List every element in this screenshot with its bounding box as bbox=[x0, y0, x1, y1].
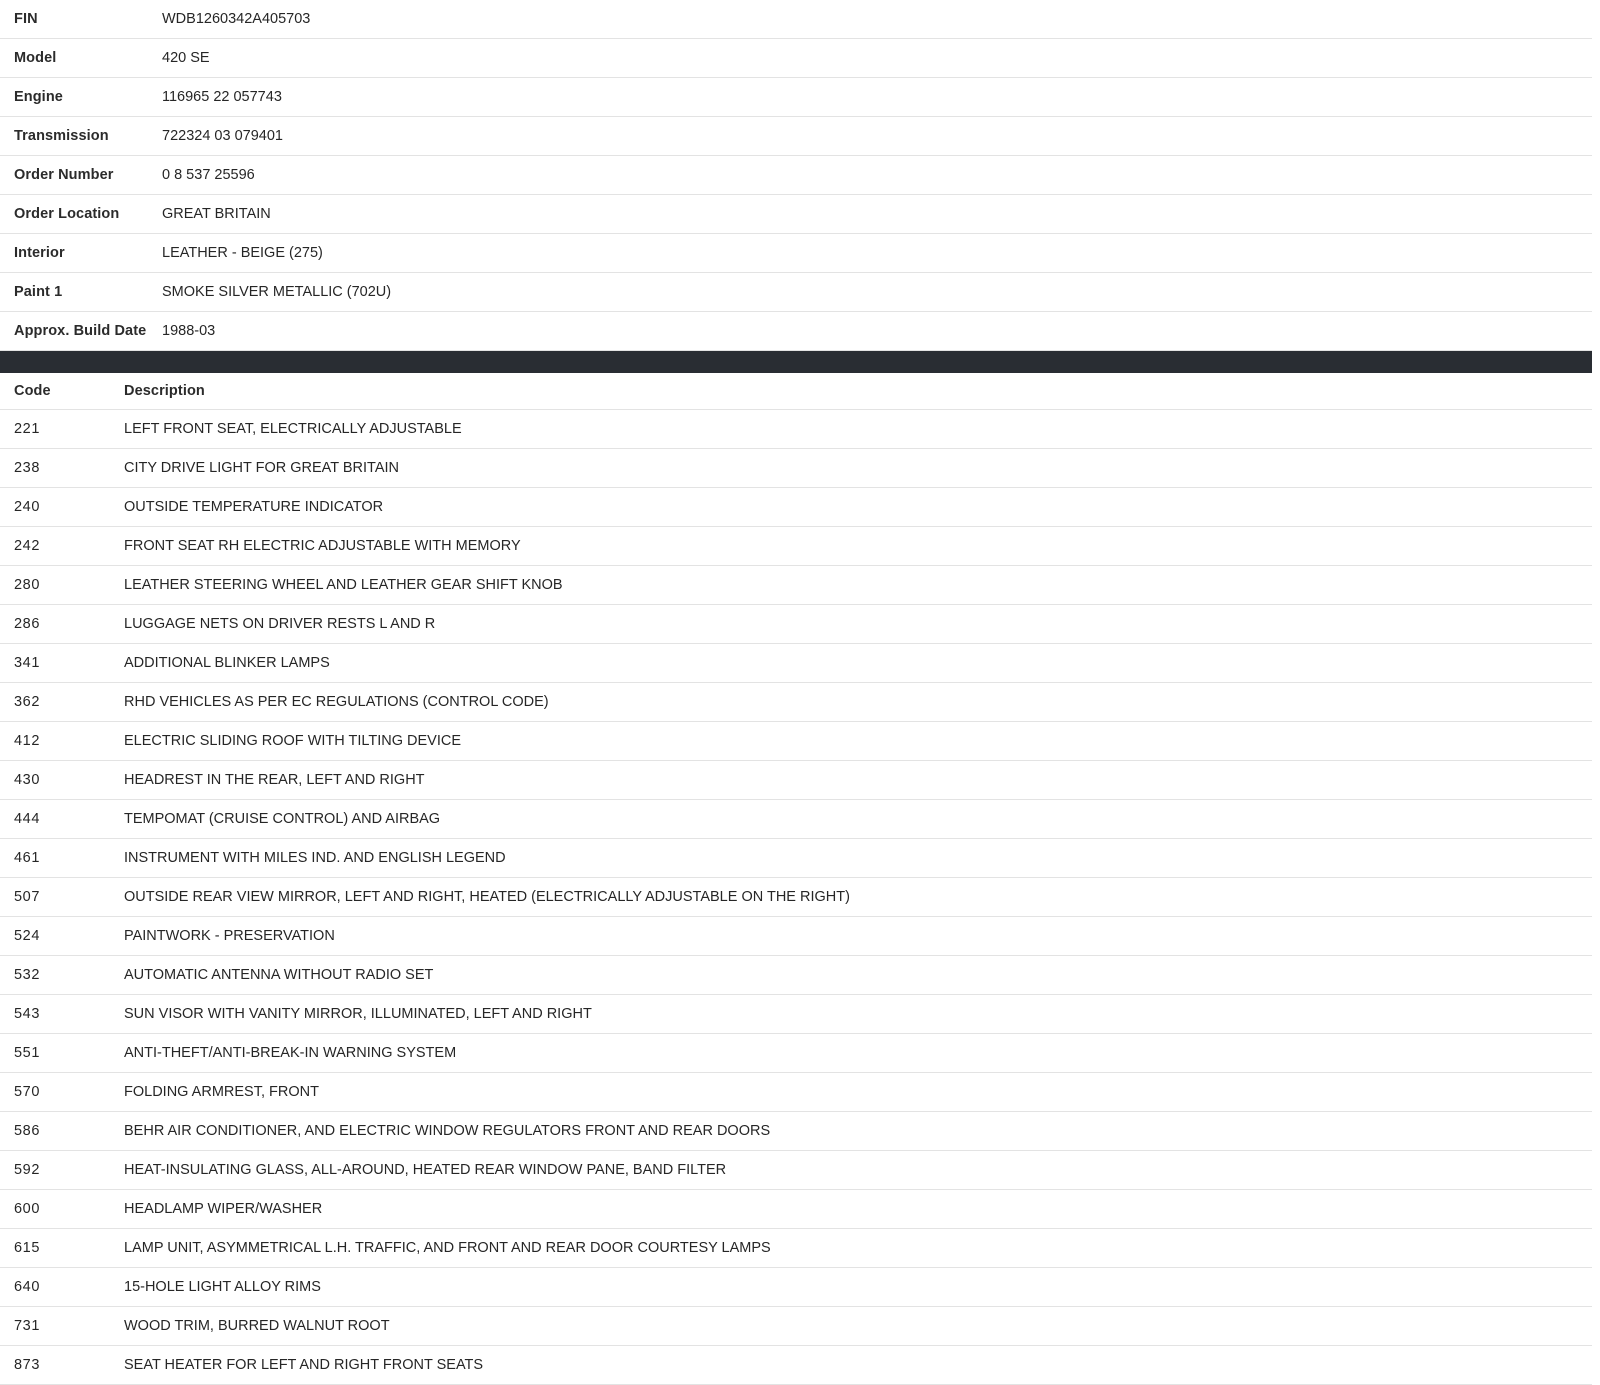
table-row bbox=[0, 917, 1600, 956]
option-description: TEMPOMAT (CRUISE CONTROL) AND AIRBAG bbox=[124, 811, 441, 827]
section-divider-band bbox=[0, 351, 1600, 373]
table-row bbox=[0, 1151, 1600, 1190]
option-codes-header bbox=[0, 373, 1600, 410]
spec-value: WDB1260342A405703 bbox=[162, 11, 311, 27]
spec-value: 0 8 537 25596 bbox=[162, 167, 255, 183]
option-code: 461 bbox=[14, 850, 40, 866]
option-code: 341 bbox=[14, 655, 40, 671]
option-description: HEADLAMP WIPER/WASHER bbox=[124, 1201, 323, 1217]
spec-row bbox=[0, 117, 1600, 156]
spec-label: Engine bbox=[14, 89, 63, 105]
option-description: SUN VISOR WITH VANITY MIRROR, ILLUMINATED, LEFT AND RIGHT bbox=[124, 1006, 592, 1022]
option-code: 570 bbox=[14, 1084, 40, 1100]
option-description: WOOD TRIM, BURRED WALNUT ROOT bbox=[124, 1318, 390, 1334]
table-row bbox=[0, 722, 1600, 761]
option-code: 240 bbox=[14, 499, 40, 515]
spec-row bbox=[0, 312, 1600, 351]
table-row bbox=[0, 605, 1600, 644]
spec-value: 722324 03 079401 bbox=[162, 128, 283, 144]
option-code: 524 bbox=[14, 928, 40, 944]
spec-label: Order Location bbox=[14, 206, 120, 222]
column-header-description: Description bbox=[124, 383, 205, 399]
option-description: BEHR AIR CONDITIONER, AND ELECTRIC WINDOW REGULATORS FRONT AND REAR DOORS bbox=[124, 1123, 771, 1139]
spec-row bbox=[0, 0, 1600, 39]
table-row bbox=[0, 1112, 1600, 1151]
option-description: LUGGAGE NETS ON DRIVER RESTS L AND R bbox=[124, 616, 436, 632]
spec-row bbox=[0, 39, 1600, 78]
spec-value: 116965 22 057743 bbox=[162, 89, 282, 105]
option-code: 551 bbox=[14, 1045, 40, 1061]
table-row bbox=[0, 449, 1600, 488]
option-code: 507 bbox=[14, 889, 40, 905]
vehicle-specification-body bbox=[0, 0, 1600, 351]
option-description: CITY DRIVE LIGHT FOR GREAT BRITAIN bbox=[124, 460, 400, 476]
option-description: FOLDING ARMREST, FRONT bbox=[124, 1084, 319, 1100]
spec-value: SMOKE SILVER METALLIC (702U) bbox=[162, 284, 392, 300]
option-code: 242 bbox=[14, 538, 40, 554]
option-description: AUTOMATIC ANTENNA WITHOUT RADIO SET bbox=[124, 967, 434, 983]
option-code: 362 bbox=[14, 694, 40, 710]
spec-label: Model bbox=[14, 50, 57, 66]
vehicle-specification-table bbox=[0, 0, 1600, 351]
option-code: 430 bbox=[14, 772, 40, 788]
option-code: 640 bbox=[14, 1279, 40, 1295]
option-code: 286 bbox=[14, 616, 40, 632]
option-description: LAMP UNIT, ASYMMETRICAL L.H. TRAFFIC, AND FRONT AND REAR DOOR COURTESY LAMPS bbox=[124, 1240, 771, 1256]
spec-label: Order Number bbox=[14, 167, 114, 183]
option-code: 221 bbox=[14, 421, 40, 437]
option-description: 15-HOLE LIGHT ALLOY RIMS bbox=[124, 1279, 321, 1295]
option-description: HEAT-INSULATING GLASS, ALL-AROUND, HEATED REAR WINDOW PANE, BAND FILTER bbox=[124, 1162, 727, 1178]
spec-row bbox=[0, 78, 1600, 117]
option-codes-body bbox=[0, 410, 1600, 1385]
option-description: HEADREST IN THE REAR, LEFT AND RIGHT bbox=[124, 772, 425, 788]
option-description: PAINTWORK - PRESERVATION bbox=[124, 928, 335, 944]
option-code: 280 bbox=[14, 577, 40, 593]
option-code: 731 bbox=[14, 1318, 40, 1334]
spec-row bbox=[0, 273, 1600, 312]
table-row bbox=[0, 1346, 1600, 1385]
option-description: OUTSIDE REAR VIEW MIRROR, LEFT AND RIGHT, HEATED (ELECTRICALLY ADJUSTABLE ON THE RIGHT) bbox=[124, 889, 850, 905]
option-code: 543 bbox=[14, 1006, 40, 1022]
spec-row bbox=[0, 195, 1600, 234]
table-row bbox=[0, 1190, 1600, 1229]
option-codes-header-row bbox=[0, 373, 1600, 410]
table-row bbox=[0, 878, 1600, 917]
option-code: 592 bbox=[14, 1162, 40, 1178]
table-row bbox=[0, 488, 1600, 527]
spec-row bbox=[0, 234, 1600, 273]
option-codes-table bbox=[0, 373, 1600, 1385]
option-description: INSTRUMENT WITH MILES IND. AND ENGLISH LEGEND bbox=[124, 850, 506, 866]
spec-label: Transmission bbox=[14, 128, 109, 144]
option-description: ELECTRIC SLIDING ROOF WITH TILTING DEVICE bbox=[124, 733, 462, 749]
option-code: 532 bbox=[14, 967, 40, 983]
option-description: LEATHER STEERING WHEEL AND LEATHER GEAR SHIFT KNOB bbox=[124, 577, 563, 593]
spec-label: Approx. Build Date bbox=[14, 323, 147, 339]
option-description: ANTI-THEFT/ANTI-BREAK-IN WARNING SYSTEM bbox=[124, 1045, 457, 1061]
option-code: 444 bbox=[14, 811, 40, 827]
spec-label: Paint 1 bbox=[14, 284, 63, 300]
column-header-code: Code bbox=[14, 383, 51, 399]
table-row bbox=[0, 527, 1600, 566]
table-row bbox=[0, 761, 1600, 800]
table-row bbox=[0, 683, 1600, 722]
page-right-edge bbox=[1592, 0, 1600, 1385]
table-row bbox=[0, 956, 1600, 995]
spec-label: Interior bbox=[14, 245, 65, 261]
spec-value: 420 SE bbox=[162, 50, 210, 66]
option-code: 238 bbox=[14, 460, 40, 476]
spec-label: FIN bbox=[14, 11, 38, 27]
table-row bbox=[0, 1073, 1600, 1112]
option-description: LEFT FRONT SEAT, ELECTRICALLY ADJUSTABLE bbox=[124, 421, 462, 437]
option-code: 412 bbox=[14, 733, 40, 749]
option-code: 586 bbox=[14, 1123, 40, 1139]
option-code: 873 bbox=[14, 1357, 40, 1373]
spec-value: 1988-03 bbox=[162, 323, 216, 339]
table-row bbox=[0, 1268, 1600, 1307]
option-description: RHD VEHICLES AS PER EC REGULATIONS (CONTROL CODE) bbox=[124, 694, 549, 710]
table-row bbox=[0, 1229, 1600, 1268]
table-row bbox=[0, 1307, 1600, 1346]
option-code: 615 bbox=[14, 1240, 40, 1256]
option-description: OUTSIDE TEMPERATURE INDICATOR bbox=[124, 499, 384, 515]
option-description: ADDITIONAL BLINKER LAMPS bbox=[124, 655, 330, 671]
table-row bbox=[0, 995, 1600, 1034]
option-code: 600 bbox=[14, 1201, 40, 1217]
spec-value: GREAT BRITAIN bbox=[162, 206, 271, 222]
table-row bbox=[0, 644, 1600, 683]
spec-row bbox=[0, 156, 1600, 195]
table-row bbox=[0, 839, 1600, 878]
table-row bbox=[0, 410, 1600, 449]
table-row bbox=[0, 800, 1600, 839]
table-row bbox=[0, 566, 1600, 605]
table-row bbox=[0, 1034, 1600, 1073]
spec-value: LEATHER - BEIGE (275) bbox=[162, 245, 323, 261]
option-description: SEAT HEATER FOR LEFT AND RIGHT FRONT SEATS bbox=[124, 1357, 484, 1373]
option-description: FRONT SEAT RH ELECTRIC ADJUSTABLE WITH MEMORY bbox=[124, 538, 521, 554]
